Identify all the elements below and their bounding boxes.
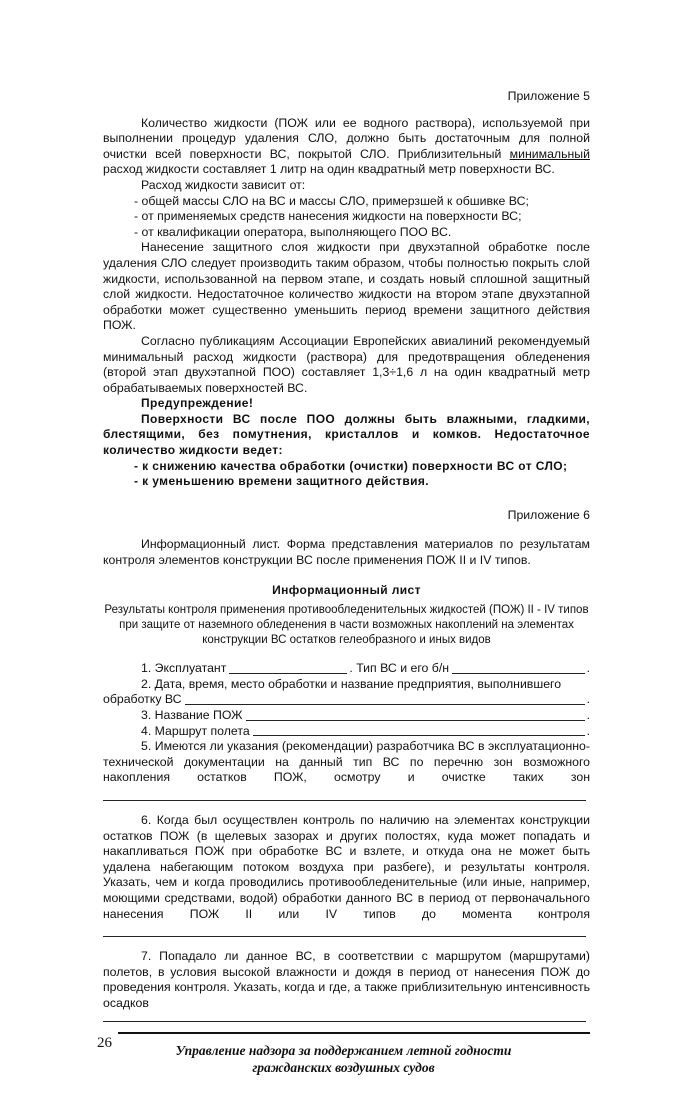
appendix5-section — [103, 89, 590, 490]
processing-label: обработку ВС — [103, 692, 182, 707]
appendix6-section — [103, 508, 590, 1022]
item7-answer-field[interactable] — [103, 1021, 586, 1022]
footer-line2: гражданских воздушных судов — [252, 1059, 435, 1075]
paragraph-fluid-amount — [103, 116, 590, 178]
footer-row — [97, 1034, 590, 1076]
warning-title: Предупреждение! — [141, 396, 254, 411]
fluid-name-label: 3. Название ПОЖ — [141, 708, 243, 722]
item2-label: 2. Дата, время, место обработки и название предприятия, выполнившего — [141, 676, 562, 691]
period: . — [586, 661, 590, 676]
item1-row — [103, 661, 590, 677]
period: . — [586, 692, 590, 707]
item5-text: 5. Имеются ли указания (рекомендации) разработчика ВС в эксплуатационно-технической документации на данный тип ВС по перечню зон возможного накопления остатков ПОЖ, осмотру и очистке таких зон — [103, 739, 590, 785]
item4-row — [103, 724, 590, 740]
depends-intro: Расход жидкости зависит от: — [141, 177, 306, 192]
paragraph-protective-layer: Нанесение защитного слоя жидкости при двухэтапной обработке после удаления СЛО следует производить таким образом, чтобы полностью покрыть слой жидкости, использованной на первом этапе, и создать новый сплошной защитный слой жидкости. Недостаточное количество жидкости на втором этапе двухэтапной обработки может существенно уменьшить период времени защитного действия ПОЖ. — [103, 240, 590, 333]
item7-text: 7. Попадало ли данное ВС, в соответствии с маршрутом (маршрутами) полетов, в условия высокой влажности и дождя в период от нанесения ПОЖ до проведения контроля. Указать, когда и где, а также приблизительную интенсивность осадков — [103, 949, 590, 1010]
operator-label: 1. Эксплуатант — [141, 661, 227, 676]
footer — [97, 1032, 590, 1076]
appendix5-label: Приложение 5 — [507, 89, 590, 103]
period: . — [586, 708, 590, 722]
operator-field[interactable] — [229, 672, 347, 674]
page-number: 26 — [97, 1034, 112, 1051]
appendix6-intro: Информационный лист. Форма представления материалов по результатам контроля элементов конструкции ВС после применения ПОЖ II и IV типов. — [103, 537, 590, 568]
footer-line1: Управление надзора за поддержанием летной годности — [175, 1042, 512, 1058]
processing-field[interactable] — [185, 703, 585, 705]
text: Количество жидкости (ПОЖ или ее водного раствора), используемой при выполнении процедур удаления СЛО, должно быть достаточным для полной очистки всей поверхности ВС, покрытой СЛО. Приблизительный — [103, 115, 590, 161]
item6-text: 6. Когда был осуществлен контроль по наличию на элементах конструкции остатков ПОЖ (в щелевых зазорах и других полостях, куда может попадать и накапливаться ПОЖ при обработке ВС и взлете, и откуда она не может быть удалена набегающим потоком воздуха при разбеге), и результаты контроля. Указать, чем и когда проводились противообледенительные (или иные, например, моющими средствами, водой) обработки данного ВС в период от первоначального нанесения ПОЖ II или IV типов до момента контроля — [103, 812, 590, 921]
period: . — [586, 723, 590, 738]
item5-answer-field[interactable] — [103, 800, 586, 801]
warning-item: - к уменьшению времени защитного действия. — [134, 474, 430, 489]
warning-item: - к снижению качества обработки (очистки) поверхности ВС от СЛО; — [134, 458, 568, 473]
aircraft-type-field[interactable] — [452, 672, 585, 674]
footer-text — [127, 1034, 590, 1076]
warning-text: Поверхности ВС после ПОО должны быть влажными, гладкими, блестящими, без помутнения, кристаллов и комков. Недостаточное количество жидкости ведет: — [103, 411, 590, 458]
fluid-name-field[interactable] — [246, 719, 585, 721]
item6-answer-field[interactable] — [103, 936, 586, 937]
text: расход жидкости составляет 1 литр на один квадратный метр поверхности ВС. — [103, 162, 555, 177]
aircraft-type-label: . Тип ВС и его б/н — [349, 661, 450, 676]
appendix6-label: Приложение 6 — [507, 507, 590, 522]
route-field[interactable] — [253, 734, 585, 736]
info-sheet-heading: Информационный лист — [272, 582, 421, 597]
list-item: - от квалификации оператора, выполняющего ПОО ВС. — [134, 224, 452, 239]
paragraph-aea-recommendation: Согласно публикациям Ассоциации Европейских авиалиний рекомендуемый минимальный расход жидкости (раствора) для предотвращения обледенения (второй этап двухэтапной ПОО) составляет 1,3÷1,6 л на один квадратный метр обрабатываемых поверхностей ВС. — [103, 333, 590, 395]
info-sheet-subtitle: Результаты контроля применения противообледенительных жидкостей (ПОЖ) II - IV типов при защите от наземного обледенения в части возможных накоплений на элементах конструкции ВС остатков гелеобразного и иных видов — [104, 604, 589, 647]
list-item: - общей массы СЛО на ВС и массы СЛО, примерзшей к обшивке ВС; — [134, 193, 529, 208]
route-label: 4. Маршрут полета — [141, 723, 250, 738]
list-item: - от применяемых средств нанесения жидкости на поверхности ВС; — [134, 209, 522, 224]
item2-row — [103, 692, 590, 708]
underlined-text: минимальный — [509, 146, 590, 161]
item3-row — [103, 708, 590, 724]
